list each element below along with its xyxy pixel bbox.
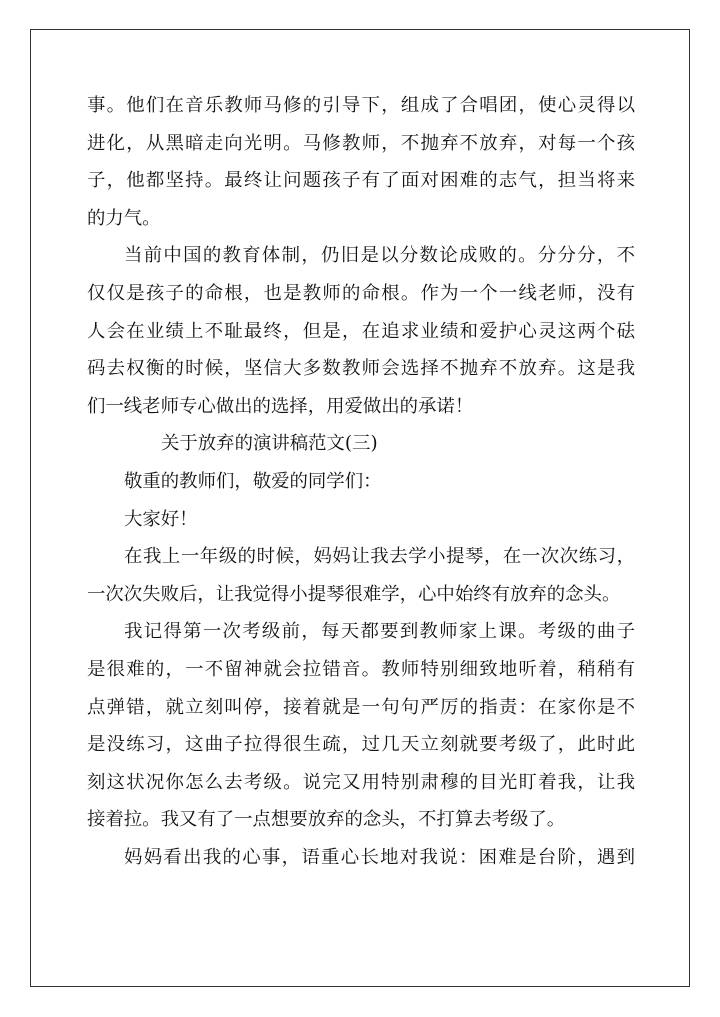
paragraph bbox=[87, 463, 635, 501]
text-line: 我记得第一次考级前，每天都要到教师家上课。考级的曲子 bbox=[124, 621, 635, 643]
text-line: 事。他们在音乐教师马修的引导下，组成了合唱团，使心灵得以 bbox=[87, 95, 635, 116]
text-line: 是很难的，一不留神就会拉错音。教师特别细致地听着，稍稍有 bbox=[87, 658, 635, 680]
paragraph bbox=[87, 613, 635, 839]
section-heading bbox=[87, 425, 635, 463]
document-body bbox=[87, 87, 635, 876]
paragraph bbox=[87, 501, 635, 539]
text-line: 们一线老师专心做出的选择，用爱做出的承诺！ bbox=[87, 395, 474, 417]
paragraph bbox=[87, 87, 635, 237]
text-line: 进化，从黑暗走向光明。马修教师，不抛弃不放弃，对每一个孩 bbox=[87, 132, 635, 154]
text-line: 子，他都坚持。最终让问题孩子有了面对困难的志气，担当将来 bbox=[87, 170, 635, 192]
paragraph bbox=[87, 538, 635, 613]
text-line: 大家好！ bbox=[124, 508, 198, 530]
text-line: 妈妈看出我的心事，语重心长地对我说：困难是台阶，遇到 bbox=[124, 846, 635, 868]
text-line: 人会在业绩上不耻最终，但是，在追求业绩和爱护心灵这两个砝 bbox=[87, 320, 635, 342]
text-line: 当前中国的教育体制，仍旧是以分数论成败的。分分分，不 bbox=[124, 245, 635, 267]
heading-text: 关于放弃的演讲稿范文(三) bbox=[161, 433, 378, 455]
paragraph bbox=[87, 839, 635, 877]
text-line: 的力气。 bbox=[87, 207, 161, 229]
text-line: 刻这状况你怎么去考级。说完又用特别肃穆的目光盯着我，让我 bbox=[87, 771, 635, 793]
text-line: 接着拉。我又有了一点想要放弃的念头，不打算去考级了。 bbox=[87, 809, 566, 831]
text-line: 点弹错，就立刻叫停，接着就是一句句严厉的指责：在家你是不 bbox=[87, 696, 635, 718]
text-line: 码去权衡的时候，坚信大多数教师会选择不抛弃不放弃。这是我 bbox=[87, 358, 635, 380]
text-line: 仅仅是孩子的命根，也是教师的命根。作为一个一线老师，没有 bbox=[87, 282, 635, 304]
text-line: 一次次失败后，让我觉得小提琴很难学，心中始终有放弃的念头。 bbox=[87, 583, 621, 605]
text-line: 是没练习，这曲子拉得很生疏，过几天立刻就要考级了，此时此 bbox=[87, 734, 635, 756]
paragraph bbox=[87, 237, 635, 425]
text-line: 在我上一年级的时候，妈妈让我去学小提琴，在一次次练习， bbox=[124, 546, 635, 568]
text-line: 敬重的教师们，敬爱的同学们： bbox=[124, 470, 382, 492]
